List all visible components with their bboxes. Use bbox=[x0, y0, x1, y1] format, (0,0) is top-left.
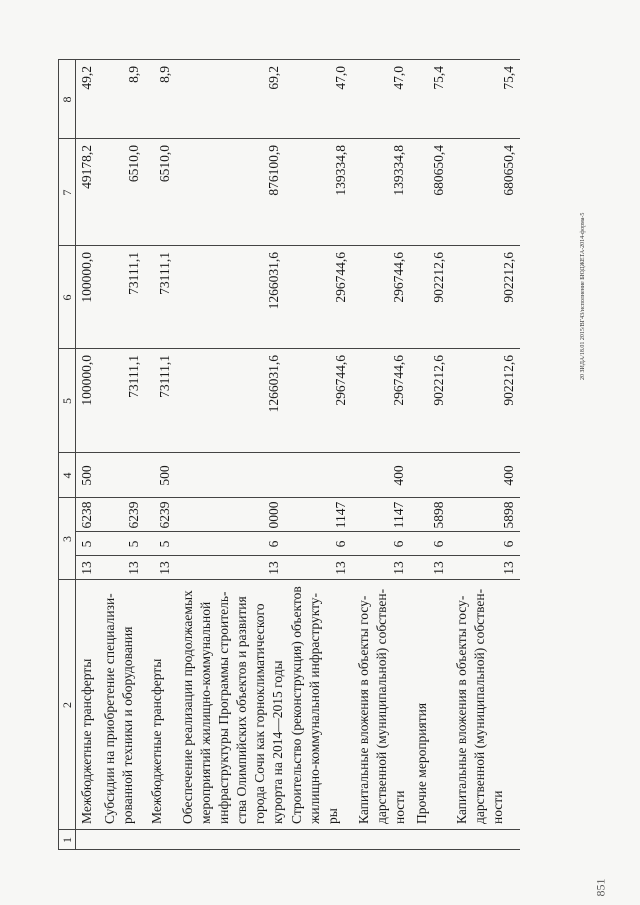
row-plan: 296744,6 bbox=[391, 355, 406, 406]
row-plan: 1266031,6 bbox=[266, 355, 281, 413]
row-name bbox=[355, 586, 409, 824]
row-code-subsection: 6 bbox=[333, 540, 348, 548]
row-name bbox=[179, 586, 287, 824]
row-percent: 69,2 bbox=[266, 66, 281, 90]
row-name bbox=[148, 586, 166, 824]
row-plan-revised: 902212,6 bbox=[431, 252, 446, 303]
row-percent: 75,4 bbox=[501, 66, 516, 90]
row-plan: 100000,0 bbox=[79, 355, 94, 406]
footer-reference: 20 ЗИДА/18.01 2015/ВГ43/исполнение БЮДЖЕТА-2014-форма-5 bbox=[580, 212, 586, 380]
row-code-subsection: 6 bbox=[501, 540, 516, 548]
row-plan-revised: 902212,6 bbox=[501, 252, 516, 303]
row-code-section: 13 bbox=[266, 561, 281, 575]
row-name-line: Межбюджетные трансферты bbox=[79, 658, 94, 824]
row-plan-revised: 73111,1 bbox=[126, 252, 141, 295]
row-name-line: ности bbox=[392, 790, 407, 824]
row-name-line: Капитальные вложения в объекты госу- bbox=[454, 595, 469, 824]
row-name-line: дарственной (муниципальной) собствен- bbox=[472, 588, 487, 824]
row-percent: 47,0 bbox=[333, 66, 348, 90]
column-number-3: 3 bbox=[60, 536, 74, 542]
row-code-subsection: 6 bbox=[266, 540, 281, 548]
row-name-line: мероприятий жилищно-коммунальной bbox=[198, 601, 213, 824]
column-number-8: 8 bbox=[60, 96, 74, 103]
row-code-section: 13 bbox=[333, 561, 348, 575]
row-executed: 6510,0 bbox=[126, 145, 141, 183]
row-code-subsection: 5 bbox=[157, 540, 172, 548]
row-code-item: 5898 bbox=[431, 501, 446, 529]
row-name bbox=[288, 586, 342, 824]
row-name-line: Прочие мероприятия bbox=[414, 702, 429, 824]
row-code-subsection: 6 bbox=[391, 540, 406, 548]
row-name-line: дарственной (муниципальной) собствен- bbox=[374, 588, 389, 824]
table-border-left bbox=[58, 849, 520, 850]
row-name-line: Строительство (реконструкция) объектов bbox=[289, 586, 304, 824]
column-number-4: 4 bbox=[60, 472, 74, 479]
row-name-line: Капитальные вложения в объекты госу- bbox=[356, 595, 371, 824]
column-number-6: 6 bbox=[60, 294, 74, 301]
row-executed: 139334,8 bbox=[333, 145, 348, 196]
row-name-line: ства Олимпийских объектов и развития bbox=[234, 596, 249, 824]
row-name-line: жилищно-коммунальной инфраструкту- bbox=[307, 592, 322, 824]
row-percent: 49,2 bbox=[79, 66, 94, 90]
row-code-subsection: 6 bbox=[431, 540, 446, 548]
row-code-section: 13 bbox=[501, 561, 516, 575]
row-executed: 49178,2 bbox=[79, 145, 94, 189]
row-code-type: 400 bbox=[391, 465, 406, 486]
table-border-right bbox=[58, 59, 520, 60]
row-code-subsection: 5 bbox=[126, 540, 141, 548]
row-code-item: 6239 bbox=[126, 501, 141, 529]
row-code-item: 5898 bbox=[501, 501, 516, 529]
row-plan: 296744,6 bbox=[333, 355, 348, 406]
row-name bbox=[78, 586, 96, 824]
column-number-5: 5 bbox=[60, 398, 74, 404]
row-code-section: 13 bbox=[126, 561, 141, 575]
row-code-item: 6239 bbox=[157, 501, 172, 529]
row-plan-revised: 73111,1 bbox=[157, 252, 172, 295]
column-number-1: 1 bbox=[60, 837, 74, 843]
row-name bbox=[413, 586, 431, 824]
row-percent: 8,9 bbox=[157, 66, 172, 83]
row-plan-revised: 100000,0 bbox=[79, 252, 94, 303]
row-executed: 876100,9 bbox=[266, 145, 281, 196]
page-number: 851 bbox=[593, 878, 608, 897]
row-code-type: 400 bbox=[501, 465, 516, 486]
row-executed: 680650,4 bbox=[431, 145, 446, 196]
row-code-section: 13 bbox=[79, 561, 94, 575]
row-name-line: ры bbox=[325, 808, 340, 824]
row-name-line: Межбюджетные трансферты bbox=[149, 658, 164, 824]
row-code-item: 1147 bbox=[333, 501, 348, 529]
row-plan: 902212,6 bbox=[501, 355, 516, 406]
row-plan-revised: 1266031,6 bbox=[266, 252, 281, 310]
row-name bbox=[453, 586, 507, 824]
row-code-item: 0000 bbox=[266, 501, 281, 529]
row-percent: 75,4 bbox=[431, 66, 446, 90]
row-name-line: курорта на 2014—2015 годы bbox=[270, 660, 285, 824]
row-code-item: 6238 bbox=[79, 501, 94, 529]
row-executed: 6510,0 bbox=[157, 145, 172, 183]
row-percent: 47,0 bbox=[391, 66, 406, 90]
row-name bbox=[101, 586, 137, 824]
row-plan-revised: 296744,6 bbox=[391, 252, 406, 303]
row-code-item: 1147 bbox=[391, 501, 406, 529]
row-name-line: ности bbox=[490, 790, 505, 824]
col-divider-1-2 bbox=[58, 829, 520, 830]
row-code-type: 500 bbox=[157, 465, 172, 486]
row-code-section: 13 bbox=[391, 561, 406, 575]
row-percent: 8,9 bbox=[126, 66, 141, 83]
row-executed: 680650,4 bbox=[501, 145, 516, 196]
row-code-section: 13 bbox=[157, 561, 172, 575]
row-name-line: города Сочи как горноклиматического bbox=[252, 603, 267, 824]
row-executed: 139334,8 bbox=[391, 145, 406, 196]
row-name-line: Субсидии на приобретение специализи- bbox=[102, 593, 117, 824]
column-number-2: 2 bbox=[60, 702, 74, 708]
row-name-line: инфраструктуры Программы строитель- bbox=[216, 591, 231, 824]
row-name-line: Обеспечение реализации продолжаемых bbox=[180, 590, 195, 824]
row-plan: 902212,6 bbox=[431, 355, 446, 406]
row-plan: 73111,1 bbox=[126, 355, 141, 398]
row-plan-revised: 296744,6 bbox=[333, 252, 348, 303]
row-plan: 73111,1 bbox=[157, 355, 172, 398]
row-name-line: рованной техники и оборудования bbox=[120, 626, 135, 824]
row-code-subsection: 5 bbox=[79, 540, 94, 548]
row-code-section: 13 bbox=[431, 561, 446, 575]
row-code-type: 500 bbox=[79, 465, 94, 486]
column-number-7: 7 bbox=[60, 189, 74, 196]
